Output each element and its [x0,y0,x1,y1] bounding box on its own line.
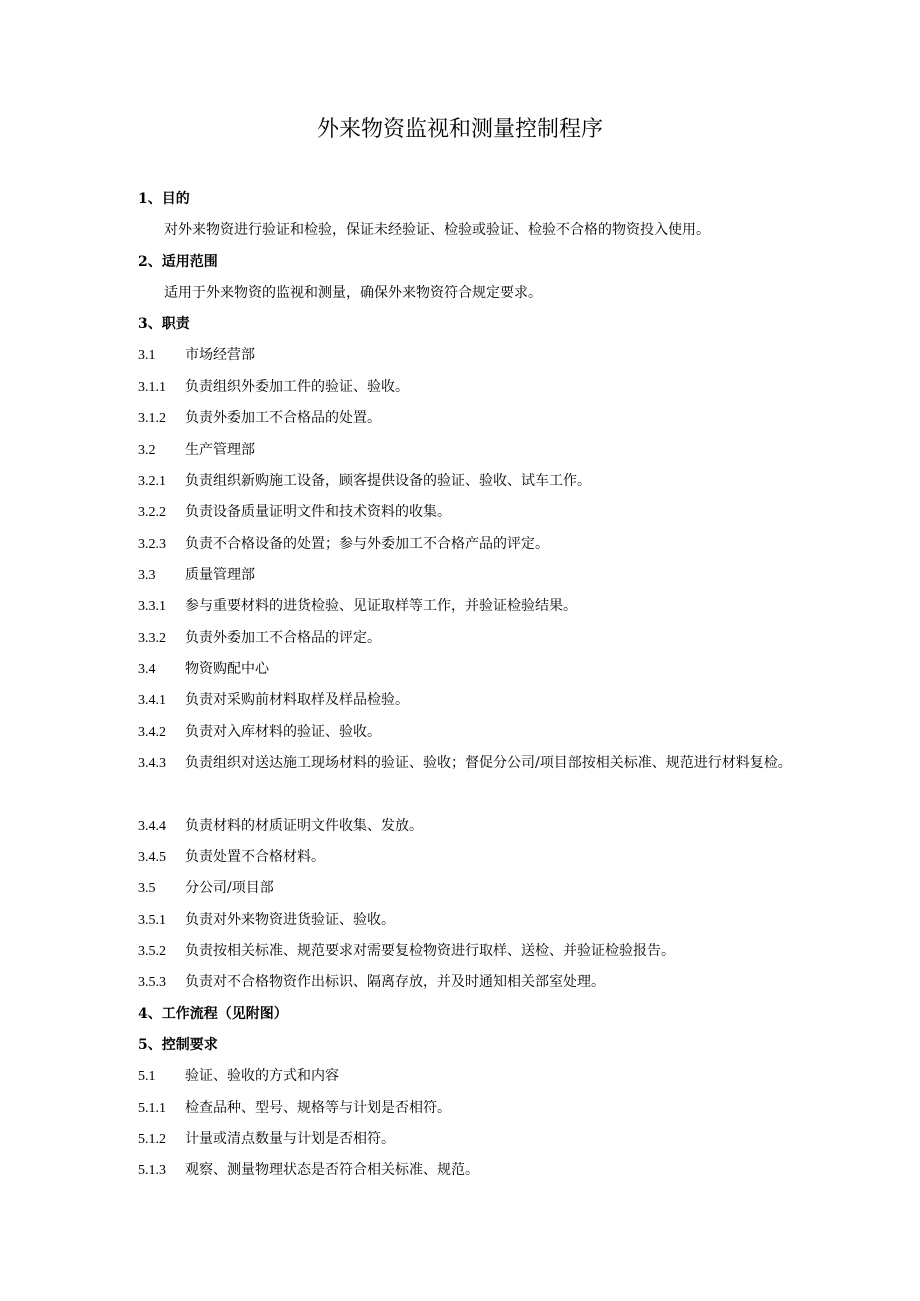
section-heading-responsibilities: 3、职责 [138,316,190,332]
clause-number: 3.3 [138,568,156,583]
clause-number: 3.5.3 [138,975,166,990]
clause-item [138,502,451,523]
clause-text: 负责外委加工不合格品的评定。 [185,630,381,646]
clause-number: 3.5.1 [138,913,166,928]
clause-item [138,408,381,429]
clause-item [138,440,255,461]
section-body-purpose: 对外来物资进行验证和检验，保证未经验证、检验或验证、检验不合格的物资投入使用。 [164,222,710,238]
clause-number: 3.1.1 [138,380,166,395]
clause-number: 3.2.2 [138,505,166,520]
clause-number: 3.1 [138,348,156,363]
section-heading-purpose: 1、目的 [138,191,190,207]
clause-item [138,596,577,617]
clause-item [138,941,675,962]
clause-item [138,878,274,899]
clause-text: 质量管理部 [185,567,255,583]
clause-text: 负责对外来物资进货验证、验收。 [185,912,395,928]
clause-number: 3.4.5 [138,850,166,865]
clause-item [138,722,381,743]
clause-number: 5.1 [138,1069,156,1084]
clause-number: 3.4 [138,662,156,677]
clause-item [138,565,255,586]
clause-text: 负责材料的材质证明文件收集、发放。 [185,818,423,834]
section-heading-control: 5、控制要求 [138,1037,218,1053]
clause-text: 负责对入库材料的验证、验收。 [185,724,381,740]
clause-text: 参与重要材料的进货检验、见证取样等工作，并验证检验结果。 [185,598,577,614]
clause-item [138,690,409,711]
section-heading-scope: 2、适用范围 [138,254,218,270]
clause-text: 计量或清点数量与计划是否相符。 [185,1131,395,1147]
clause-text: 负责不合格设备的处置；参与外委加工不合格产品的评定。 [185,536,549,552]
clause-item [138,471,591,492]
clause-number: 3.2.3 [138,537,166,552]
clause-text: 负责对不合格物资作出标识、隔离存放，并及时通知相关部室处理。 [185,974,605,990]
clause-number: 5.1.1 [138,1101,166,1116]
clause-number: 5.1.2 [138,1132,166,1147]
clause-item [138,1066,339,1087]
clause-text: 检查品种、型号、规格等与计划是否相符。 [185,1100,451,1116]
clause-text: 市场经营部 [185,347,255,363]
document-title: 外来物资监视和测量控制程序 [316,117,603,142]
section-body-scope: 适用于外来物资的监视和测量，确保外来物资符合规定要求。 [164,285,542,301]
clause-item [138,910,395,931]
clause-number: 3.3.2 [138,631,166,646]
clause-text: 负责按相关标准、规范要求对需要复检物资进行取样、送检、并验证检验报告。 [185,943,675,959]
clause-item [138,972,605,993]
clause-item [138,1098,451,1119]
clause-text: 生产管理部 [185,442,255,458]
clause-number: 3.5 [138,881,156,896]
clause-item [138,377,409,398]
clause-number: 5.1.3 [138,1163,166,1178]
clause-number: 3.4.1 [138,693,166,708]
clause-text: 负责设备质量证明文件和技术资料的收集。 [185,504,451,520]
clause-text: 验证、验收的方式和内容 [185,1068,339,1084]
clause-text: 负责处置不合格材料。 [185,849,325,865]
clause-number: 3.4.3 [138,756,166,771]
clause-item [138,345,255,366]
clause-text: 负责组织外委加工件的验证、验收。 [185,379,409,395]
clause-text: 物资购配中心 [185,661,269,677]
clause-text: 观察、测量物理状态是否符合相关标准、规范。 [185,1162,479,1178]
clause-text: 分公司/项目部 [185,880,274,896]
clause-number: 3.1.2 [138,411,166,426]
section-heading-workflow: 4、工作流程（见附图） [138,1006,288,1022]
clause-text: 负责组织对送达施工现场材料的验证、验收；督促分公司/项目部按相关标准、规范进行材料复检。 [185,755,792,771]
clause-item [138,847,325,868]
clause-item [138,659,269,680]
clause-number: 3.4.2 [138,725,166,740]
clause-number: 3.4.4 [138,819,166,834]
clause-item [138,1129,395,1150]
clause-item [138,1160,479,1181]
clause-text: 负责组织新购施工设备，顾客提供设备的验证、验收、试车工作。 [185,473,591,489]
clause-item [138,816,423,837]
clause-text: 负责外委加工不合格品的处置。 [185,410,381,426]
clause-number: 3.3.1 [138,599,166,614]
clause-number: 3.5.2 [138,944,166,959]
clause-number: 3.2.1 [138,474,166,489]
clause-item [138,628,381,649]
clause-number: 3.2 [138,443,156,458]
clause-text: 负责对采购前材料取样及样品检验。 [185,692,409,708]
clause-item [138,534,549,555]
clause-item-wrapped [138,748,814,779]
